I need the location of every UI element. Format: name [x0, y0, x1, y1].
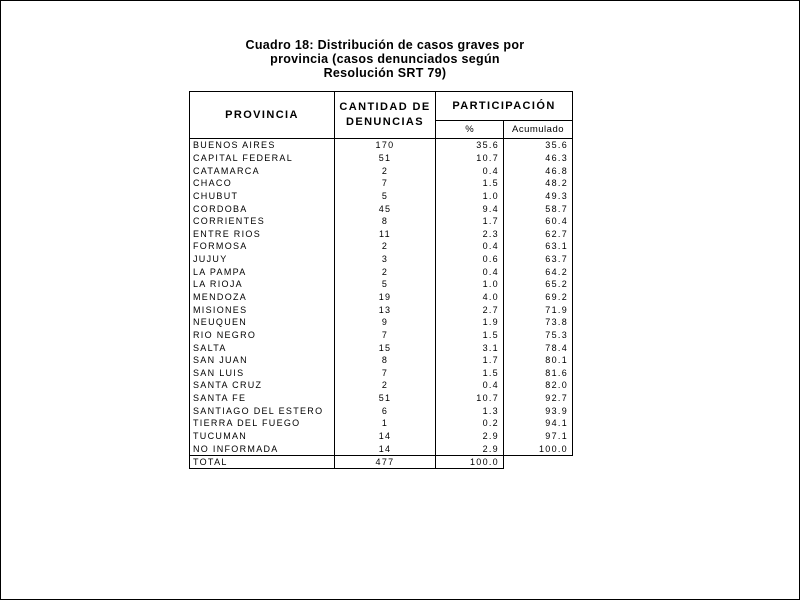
cell-acumulado: 82.0: [504, 379, 573, 392]
cell-pct: 0.4: [436, 265, 504, 278]
cell-cantidad: 11: [335, 227, 436, 240]
header-acumulado: Acumulado: [504, 120, 573, 138]
cell-pct: 1.0: [436, 278, 504, 291]
cell-cantidad: 5: [335, 278, 436, 291]
table-row: [190, 240, 573, 253]
cell-pct: 4.0: [436, 291, 504, 304]
cell-provincia: MISIONES: [190, 303, 335, 316]
cell-pct: 2.7: [436, 303, 504, 316]
cell-provincia: CHACO: [190, 177, 335, 190]
cell-acumulado: 78.4: [504, 341, 573, 354]
cell-acumulado: 63.1: [504, 240, 573, 253]
header-participacion: PARTICIPACIÓN: [436, 92, 573, 121]
cell-acumulado: 46.8: [504, 164, 573, 177]
table-row: [190, 139, 573, 152]
cell-acumulado: 58.7: [504, 202, 573, 215]
cell-cantidad: 2: [335, 164, 436, 177]
cell-cantidad: 7: [335, 367, 436, 380]
cell-cantidad: 51: [335, 152, 436, 165]
table-header: [190, 92, 573, 139]
table-row: [190, 152, 573, 165]
cell-acumulado: 71.9: [504, 303, 573, 316]
cell-acumulado: 60.4: [504, 215, 573, 228]
cell-cantidad: 6: [335, 404, 436, 417]
table-row: [190, 442, 573, 455]
header-pct: %: [436, 120, 504, 138]
title-line-1: Cuadro 18: Distribución de casos graves por: [245, 38, 525, 52]
cell-provincia: SAN JUAN: [190, 354, 335, 367]
cell-cantidad: 8: [335, 354, 436, 367]
table-row: [190, 202, 573, 215]
cell-cantidad: 170: [335, 139, 436, 152]
cell-acumulado: 65.2: [504, 278, 573, 291]
table-row: [190, 341, 573, 354]
cell-provincia: RIO NEGRO: [190, 329, 335, 342]
total-label: TOTAL: [190, 456, 335, 469]
cell-acumulado: 62.7: [504, 227, 573, 240]
cell-provincia: CORDOBA: [190, 202, 335, 215]
title-line-3: Resolución SRT 79): [323, 66, 447, 80]
cell-cantidad: 15: [335, 341, 436, 354]
cell-acumulado: 94.1: [504, 417, 573, 430]
total-pct: 100.0: [436, 456, 504, 469]
total-row: [190, 456, 573, 469]
cell-provincia: MENDOZA: [190, 291, 335, 304]
cell-cantidad: 7: [335, 329, 436, 342]
table-row: [190, 329, 573, 342]
total-empty-cell: [504, 456, 573, 469]
title-line-2: provincia (casos denunciados según: [270, 52, 500, 66]
cell-provincia: SALTA: [190, 341, 335, 354]
cell-cantidad: 2: [335, 265, 436, 278]
cell-pct: 10.7: [436, 152, 504, 165]
table-row: [190, 354, 573, 367]
cell-pct: 0.4: [436, 379, 504, 392]
cell-provincia: CAPITAL FEDERAL: [190, 152, 335, 165]
total-cantidad: 477: [335, 456, 436, 469]
cell-provincia: FORMOSA: [190, 240, 335, 253]
cell-provincia: NEUQUEN: [190, 316, 335, 329]
cell-cantidad: 5: [335, 190, 436, 203]
cell-acumulado: 81.6: [504, 367, 573, 380]
cell-provincia: SANTA CRUZ: [190, 379, 335, 392]
cell-cantidad: 3: [335, 253, 436, 266]
header-cantidad: [335, 92, 436, 139]
table-row: [190, 253, 573, 266]
cell-acumulado: 35.6: [504, 139, 573, 152]
cell-cantidad: 51: [335, 392, 436, 405]
cell-provincia: LA RIOJA: [190, 278, 335, 291]
cell-acumulado: 100.0: [504, 442, 573, 455]
cell-provincia: SAN LUIS: [190, 367, 335, 380]
cell-pct: 0.6: [436, 253, 504, 266]
cell-cantidad: 19: [335, 291, 436, 304]
cell-pct: 1.7: [436, 354, 504, 367]
table-row: [190, 417, 573, 430]
cell-provincia: CATAMARCA: [190, 164, 335, 177]
cell-acumulado: 97.1: [504, 430, 573, 443]
cell-pct: 2.9: [436, 442, 504, 455]
cell-provincia: SANTIAGO DEL ESTERO: [190, 404, 335, 417]
cell-pct: 1.9: [436, 316, 504, 329]
cell-cantidad: 2: [335, 379, 436, 392]
cell-pct: 0.4: [436, 240, 504, 253]
cell-acumulado: 46.3: [504, 152, 573, 165]
table-row: [190, 291, 573, 304]
cell-pct: 1.5: [436, 329, 504, 342]
cell-cantidad: 7: [335, 177, 436, 190]
cell-provincia: ENTRE RIOS: [190, 227, 335, 240]
cell-pct: 1.0: [436, 190, 504, 203]
table-title: [190, 38, 580, 80]
cell-acumulado: 69.2: [504, 291, 573, 304]
cell-provincia: CORRIENTES: [190, 215, 335, 228]
cell-provincia: LA PAMPA: [190, 265, 335, 278]
cell-acumulado: 64.2: [504, 265, 573, 278]
table-row: [190, 278, 573, 291]
cell-pct: 1.5: [436, 177, 504, 190]
table-row: [190, 404, 573, 417]
cell-acumulado: 73.8: [504, 316, 573, 329]
table-row: [190, 392, 573, 405]
cell-acumulado: 80.1: [504, 354, 573, 367]
cell-pct: 1.3: [436, 404, 504, 417]
table-row: [190, 303, 573, 316]
cell-acumulado: 49.3: [504, 190, 573, 203]
cell-acumulado: 93.9: [504, 404, 573, 417]
cell-provincia: CHUBUT: [190, 190, 335, 203]
cell-cantidad: 14: [335, 442, 436, 455]
cell-provincia: TIERRA DEL FUEGO: [190, 417, 335, 430]
cell-cantidad: 9: [335, 316, 436, 329]
table-row: [190, 379, 573, 392]
cell-pct: 9.4: [436, 202, 504, 215]
cell-acumulado: 48.2: [504, 177, 573, 190]
cell-cantidad: 14: [335, 430, 436, 443]
cell-pct: 0.2: [436, 417, 504, 430]
cell-provincia: BUENOS AIRES: [190, 139, 335, 152]
table-row: [190, 265, 573, 278]
cell-provincia: TUCUMAN: [190, 430, 335, 443]
table-row: [190, 215, 573, 228]
table-footer: [190, 456, 573, 469]
table-row: [190, 430, 573, 443]
table-row: [190, 316, 573, 329]
table-row: [190, 164, 573, 177]
header-provincia: PROVINCIA: [190, 92, 335, 139]
cell-acumulado: 92.7: [504, 392, 573, 405]
cell-pct: 1.5: [436, 367, 504, 380]
table-row: [190, 367, 573, 380]
cell-cantidad: 13: [335, 303, 436, 316]
header-cantidad-line-2: DENUNCIAS: [346, 116, 424, 128]
cell-acumulado: 75.3: [504, 329, 573, 342]
cell-pct: 3.1: [436, 341, 504, 354]
header-cantidad-line-1: CANTIDAD DE: [339, 101, 431, 113]
cell-pct: 2.3: [436, 227, 504, 240]
cell-acumulado: 63.7: [504, 253, 573, 266]
provinces-table: [189, 91, 573, 469]
table-body: [190, 139, 573, 456]
cell-provincia: NO INFORMADA: [190, 442, 335, 455]
cell-pct: 0.4: [436, 164, 504, 177]
cell-pct: 10.7: [436, 392, 504, 405]
cell-cantidad: 1: [335, 417, 436, 430]
cell-provincia: SANTA FE: [190, 392, 335, 405]
table-row: [190, 190, 573, 203]
cell-cantidad: 45: [335, 202, 436, 215]
table-row: [190, 227, 573, 240]
cell-pct: 1.7: [436, 215, 504, 228]
cell-provincia: JUJUY: [190, 253, 335, 266]
cell-pct: 35.6: [436, 139, 504, 152]
cell-cantidad: 2: [335, 240, 436, 253]
cell-cantidad: 8: [335, 215, 436, 228]
cell-pct: 2.9: [436, 430, 504, 443]
table-row: [190, 177, 573, 190]
